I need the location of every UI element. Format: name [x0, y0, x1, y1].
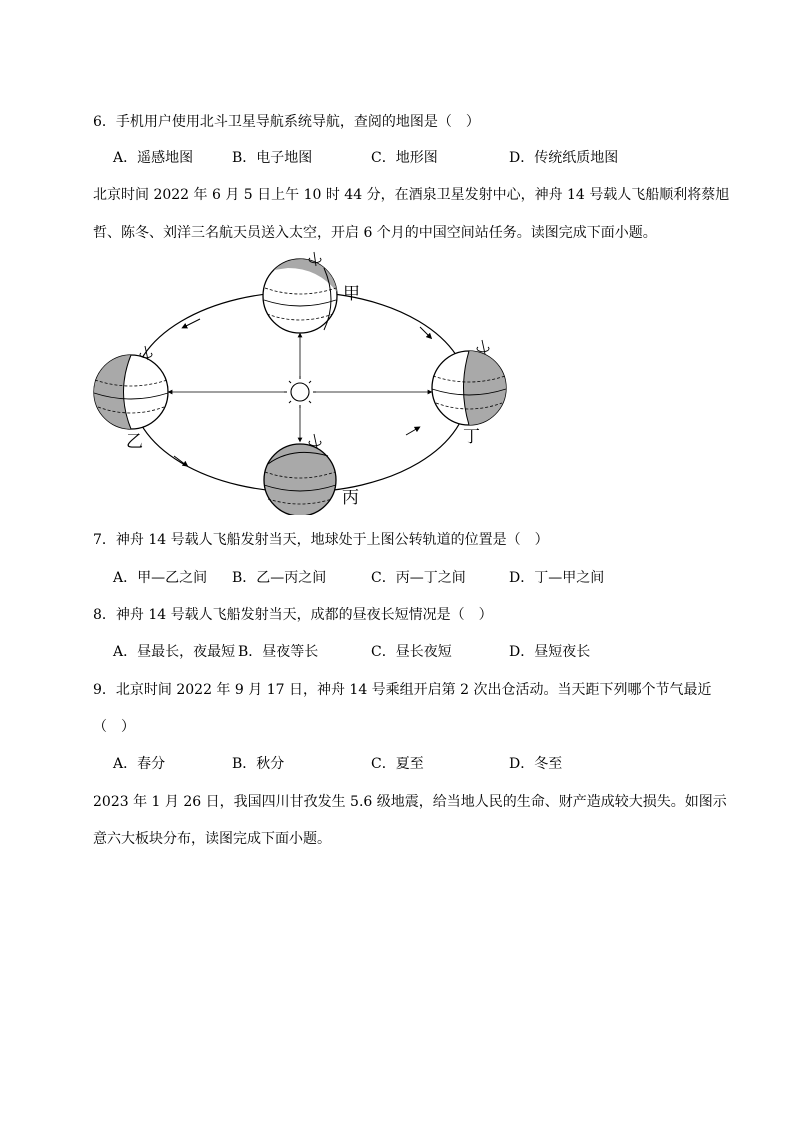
q9-options	[0, 754, 794, 774]
orbit-arrow-icon	[174, 456, 186, 465]
passage1-line2: 哲、陈冬、刘洋三名航天员送入太空，开启 6 个月的中国空间站任务。读图完成下面小题。	[93, 225, 657, 241]
q9-option-b: B．秋分	[232, 756, 285, 772]
earth-jia-icon	[263, 252, 337, 333]
q8-option-a: A．昼最长，夜最短	[113, 644, 236, 660]
q7-option-b: B．乙—丙之间	[232, 570, 327, 586]
q6-option-d: D．传统纸质地图	[509, 150, 619, 166]
q6-options	[0, 148, 794, 168]
passage2-line2: 意六大板块分布，读图完成下面小题。	[93, 831, 331, 847]
q8-stem: 8．神舟 14 号载人飞船发射当天，成都的昼夜长短情况是（ ）	[93, 607, 493, 623]
label-ding: 丁	[463, 427, 480, 447]
q7-stem: 7．神舟 14 号载人飞船发射当天，地球处于上图公转轨道的位置是（ ）	[93, 532, 549, 548]
q9-option-a: A．春分	[113, 756, 166, 772]
q6-option-a: A．遥感地图	[113, 150, 194, 166]
q6-option-b: B．电子地图	[232, 150, 313, 166]
q7-option-d: D．丁—甲之间	[509, 570, 605, 586]
earth-orbit-diagram	[88, 250, 513, 515]
earth-bing-icon	[264, 434, 336, 515]
q6-option-c: C．地形图	[371, 150, 438, 166]
passage2-line1: 2023 年 1 月 26 日，我国四川甘孜发生 5.6 级地震，给当地人民的生命、财产造成较大损失。如图示	[93, 794, 727, 810]
passage1-line1: 北京时间 2022 年 6 月 5 日上午 10 时 44 分，在酒泉卫星发射中心，神舟 14 号载人飞船顺利将蔡旭	[93, 187, 730, 203]
earth-yi-icon	[94, 346, 168, 429]
orbit-arrow-icon	[406, 428, 418, 435]
q8-option-c: C．昼长夜短	[371, 644, 452, 660]
earth-ding-icon	[432, 340, 506, 425]
q8-options	[0, 642, 794, 662]
label-jia: 甲	[343, 284, 360, 304]
sun-icon	[284, 376, 316, 408]
q6-stem: 6．手机用户使用北斗卫星导航系统导航，查阅的地图是（ ）	[93, 114, 480, 130]
q9-option-c: C．夏至	[371, 756, 424, 772]
label-yi: 乙	[126, 432, 143, 452]
q8-option-d: D．昼短夜长	[509, 644, 591, 660]
orbit-arrow-icon	[184, 319, 200, 327]
q8-option-b: B．昼夜等长	[238, 644, 319, 660]
orbit-arrow-icon	[420, 327, 430, 337]
q7-option-a: A．甲—乙之间	[113, 570, 208, 586]
q9-stem: 9．北京时间 2022 年 9 月 17 日，神舟 14 号乘组开启第 2 次出仓活动。当天距下列哪个节气最近	[93, 682, 712, 698]
q9-option-d: D．冬至	[509, 756, 563, 772]
q7-option-c: C．丙—丁之间	[371, 570, 466, 586]
q9-stem-bracket: （ ）	[93, 719, 135, 735]
label-bing: 丙	[342, 488, 359, 508]
q7-options	[0, 568, 794, 588]
